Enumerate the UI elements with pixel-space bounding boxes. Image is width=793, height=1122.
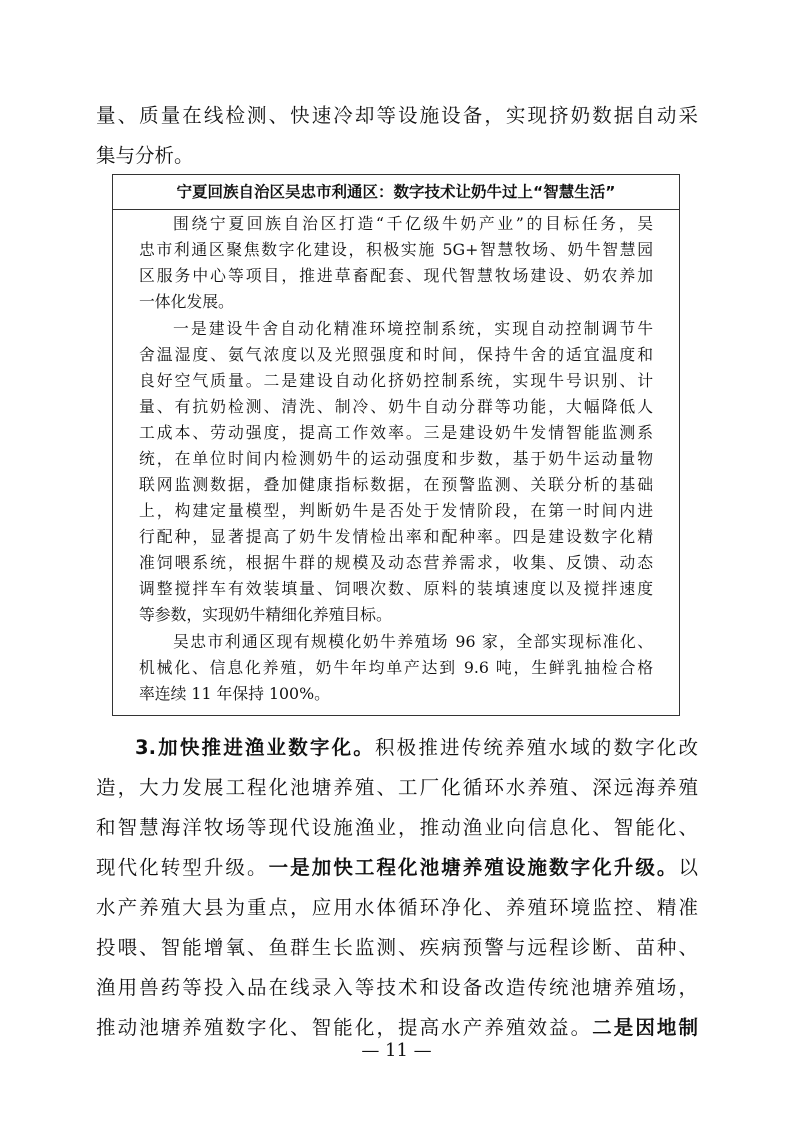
- body-text-line: 和智慧海洋牧场等现代设施渔业，推动渔业向信息化、智能化、: [96, 816, 698, 839]
- case-text-line: 一体化发展。: [139, 292, 234, 311]
- case-text-line: 良好空气质量。二是建设自动化挤奶控制系统，实现牛号识别、计: [139, 371, 653, 390]
- case-text-line: 工成本、劳动强度，提高工作效率。三是建设奶牛发情智能监测系: [139, 423, 653, 442]
- case-text-line: 等参数，实现奶牛精细化养殖目标。: [139, 605, 392, 624]
- case-text-line: 吴忠市利通区现有规模化奶牛养殖场 96 家，全部实现标准化、: [173, 632, 653, 651]
- case-text-line: 行配种，显著提高了奶牛发情检出率和配种率。四是建设数字化精: [139, 527, 653, 546]
- case-study-box: [112, 174, 680, 716]
- case-text-line: 统，在单位时间内检测奶牛的运动强度和步数，基于奶牛运动量物: [139, 449, 653, 468]
- case-text-line: 联网监测数据，叠加健康指标数据，在预警监测、关联分析的基础: [139, 475, 653, 494]
- case-text-line: 忠市利通区聚焦数字化建设，积极实施 5G+智慧牧场、奶牛智慧园: [139, 240, 653, 259]
- section-heading: 3.加快推进渔业数字化。: [135, 736, 375, 759]
- section-heading-line: [135, 728, 698, 768]
- case-text-line: 准饲喂系统，根据牛群的规模及动态营养需求，收集、反馈、动态: [139, 553, 653, 572]
- body-text-line: 集与分析。: [96, 144, 194, 167]
- case-text-line: 上，构建定量模型，判断奶牛是否处于发情阶段，在第一时间内进: [139, 501, 653, 520]
- case-text-line: 舍温湿度、氨气浓度以及光照强度和时间，保持牛舍的适宜温度和: [139, 345, 653, 364]
- case-text-line: 围绕宁夏回族自治区打造“千亿级牛奶产业”的目标任务，吴: [173, 214, 653, 233]
- body-text: 推动池塘养殖数字化、智能化，提高水产养殖效益。: [96, 1016, 593, 1039]
- body-text: 积极推进传统养殖水域的数字化改: [374, 736, 698, 759]
- body-text-line: 水产养殖大县为重点，应用水体循环净化、养殖环境监控、精准: [96, 896, 698, 919]
- body-text-line: 量、质量在线检测、快速冷却等设施设备，实现挤奶数据自动采: [96, 104, 698, 127]
- body-text-line: [96, 848, 698, 888]
- case-text-line: 一是建设牛舍自动化精准环境控制系统，实现自动控制调节牛: [173, 319, 653, 338]
- case-text-line: 量、有抗奶检测、清洗、制冷、奶牛自动分群等功能，大幅降低人: [139, 397, 653, 416]
- body-text-line: 渔用兽药等投入品在线录入等技术和设备改造传统池塘养殖场，: [96, 976, 698, 999]
- case-text-line: 调整搅拌车有效装填量、饲喂次数、原料的装填速度以及搅拌速度: [139, 579, 653, 598]
- bold-lead-text: 一是加快工程化池塘养殖设施数字化升级。: [268, 856, 679, 879]
- case-text-line: 机械化、信息化养殖，奶牛年均单产达到 9.6 吨，生鲜乳抽检合格: [139, 658, 653, 677]
- body-text-line: 投喂、智能增氧、鱼群生长监测、疾病预警与远程诊断、苗种、: [96, 936, 698, 959]
- body-text: 以: [678, 856, 698, 879]
- body-text: 现代化转型升级。: [96, 856, 269, 879]
- page-number: — 11 —: [361, 1040, 432, 1061]
- case-text-line: 区服务中心等项目，推进草畜配套、现代智慧牧场建设、奶农养加: [139, 266, 653, 285]
- body-text-line: 造，大力发展工程化池塘养殖、工厂化循环水养殖、深远海养殖: [96, 776, 698, 799]
- case-text-line: 率连续 11 年保持 100%。: [139, 684, 330, 703]
- case-study-title: 宁夏回族自治区吴忠市利通区：数字技术让奶牛过上“智慧生活”: [113, 175, 679, 210]
- bold-lead-text: 二是因地制: [592, 1016, 698, 1039]
